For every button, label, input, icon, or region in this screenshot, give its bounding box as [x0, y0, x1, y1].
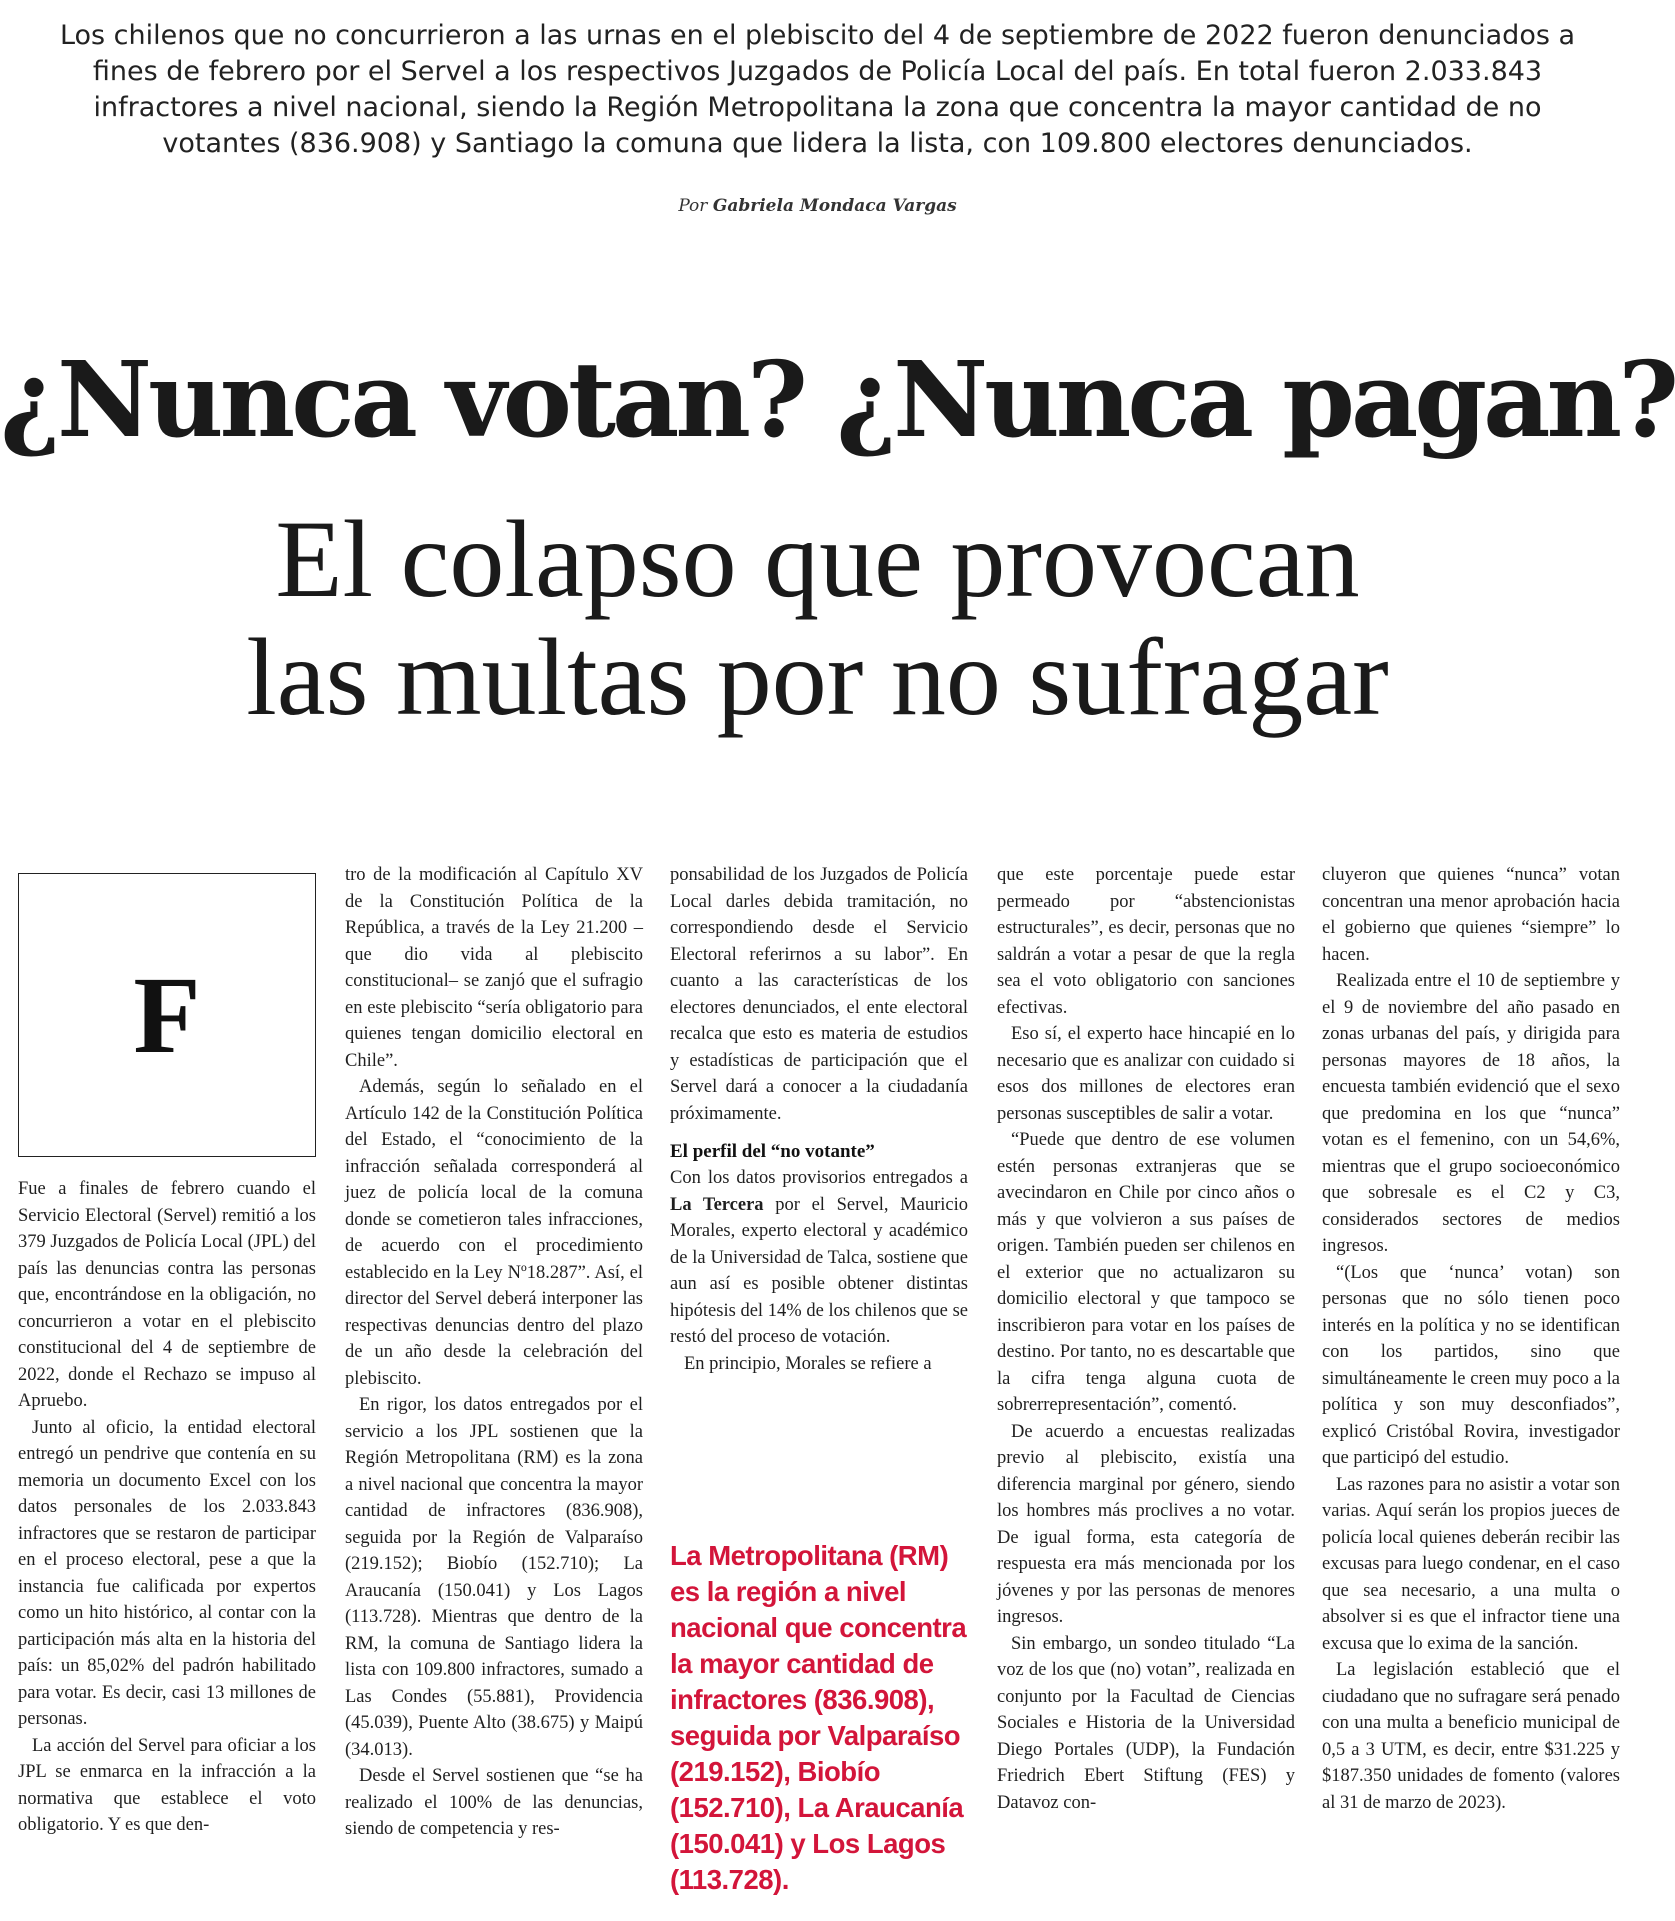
article-column-1 — [18, 1176, 316, 1916]
paragraph: Junto al oficio, la entidad electoral entregó un pendrive que contenía en su memoria un documento Excel con los datos personales de los 2.033.843 infractores que se restaron de participar en el proceso electoral, pese a que la instancia fue calificada por expertos como un hito histórico, al contar con la participación más alta en la historia del país: un 85,02% del padrón habilitado para votar. Es decir, casi 13 millones de personas. — [18, 1417, 316, 1729]
headline: ¿Nunca votan? ¿Nunca pagan? — [0, 338, 1675, 461]
paragraph-text: Con los datos provisorios entregados a — [670, 1168, 968, 1188]
paragraph: Fue a finales de febrero cuando el Servicio Electoral (Servel) remitió a los 379 Juzgados de Policía Local (JPL) del país las denuncias contra las personas que, encontrándose en la obligación, no concurrieron a votar en el plebiscito constitucional del 4 de septiembre de 2022, donde el Rechazo se impuso al Apruebo. — [18, 1179, 316, 1411]
paragraph: La legislación estableció que el ciudadano que no sufragare será penado con una multa a beneficio municipal de 0,5 a 3 UTM, es decir, entre $31.225 y $187.350 unidades de fomento (valores al 31 de marzo de 2023). — [1322, 1660, 1620, 1813]
paragraph: Eso sí, el experto hace hincapié en lo necesario que es analizar con cuidado si esos dos millones de electores eran personas susceptibles de salir a votar. — [997, 1024, 1295, 1124]
paragraph: “Puede que dentro de ese volumen estén personas extranjeras que se avecindaron en Chile por cinco años o más y que volvieron a sus países de origen. También pueden ser chilenos en el exterior que no actualizaron su domicilio electoral y que tampoco se inscribieron para votar en los países de destino. Por tanto, no es descartable que la cifra tenga alguna cuota de sobrerrepresentación”, comentó. — [997, 1130, 1295, 1415]
subheadline — [0, 500, 1635, 736]
section-heading: El perfil del “no votante” — [670, 1141, 875, 1162]
subheadline-line-1: El colapso que provocan — [275, 498, 1360, 620]
article-column-5 — [1322, 862, 1620, 1916]
dropcap-box — [18, 873, 316, 1157]
subheadline-line-2: las multas por no sufragar — [246, 616, 1389, 738]
paragraph: “(Los que ‘nunca’ votan) son personas que no sólo tienen poco interés en la política y no se identifican con los partidos, sino que simultáneamente le creen muy poco a la política y son muy desconfiados”, explicó Cristóbal Rovira, investigador que participó del estudio. — [1322, 1262, 1620, 1468]
byline — [0, 196, 1635, 216]
paragraph: Las razones para no asistir a votar son varias. Aquí serán los propios jueces de policía local quienes deberán recibir las excusas para luego condenar, en el caso que sea necesario, a una multa o absolver si es que el infractor tiene una excusa que lo exima de la sanción. — [1322, 1474, 1620, 1654]
paragraph: que este porcentaje puede estar permeado por “abstencionistas estructurales”, es decir, personas que no saldrán a votar a pesar de que la regla sea el voto obligatorio con sanciones efectivas. — [997, 865, 1295, 1018]
paragraph — [670, 1165, 968, 1351]
paragraph: La acción del Servel para oficiar a los JPL se enmarca en la infracción a la normativa que establece el voto obligatorio. Y es que den- — [18, 1735, 316, 1835]
paragraph: Además, según lo señalado en el Artículo 142 de la Constitución Política del Estado, el “conocimiento de la infracción señalada corresponderá al juez de policía local de la comuna donde se cometieron tales infracciones, de acuerdo con el procedimiento establecido en la Ley Nº18.287”. Así, el director del Servel deberá interponer las respectivas denuncias dentro del plazo de un año desde la celebración del plebiscito. — [345, 1077, 643, 1389]
paragraph: En principio, Morales se refiere a — [684, 1353, 932, 1374]
byline-author: Gabriela Mondaca Vargas — [712, 196, 957, 216]
paragraph: Sin embargo, un sondeo titulado “La voz de los que (no) votan”, realizada en conjunto por la Facultad de Ciencias Sociales e Historia de la Universidad Diego Portales (UDP), la Fundación Friedrich Ebert Stiftung (FES) y Datavoz con- — [997, 1633, 1295, 1813]
paragraph: tro de la modificación al Capítulo XV de la Constitución Política de la República, a través de la Ley 21.200 –que dio vida al plebiscito constitucional– se zanjó que el sufragio en este plebiscito “sería obligatorio para quienes tengan domicilio electoral en Chile”. — [345, 865, 643, 1071]
paragraph: Desde el Servel sostienen que “se ha realizado el 100% de las denuncias, siendo de competencia y res- — [345, 1766, 643, 1839]
article-deck: Los chilenos que no concurrieron a las urnas en el plebiscito del 4 de septiembre de 2022 fueron denunciados a fines de febrero por el Servel a los respectivos Juzgados de Policía Local del país. En total fueron 2.033.843 infractores a nivel nacional, siendo la Región Metropolitana la zona que concentra la mayor cantidad de no votantes (836.908) y Santiago la comuna que lidera la lista, con 109.800 electores denunciados. — [59, 20, 1576, 159]
paragraph: Realizada entre el 10 de septiembre y el 9 de noviembre del año pasado en zonas urbanas del país, y dirigida para personas mayores de 18 años, la encuesta también evidenció que el sexo que predomina en los que “nunca” votan es el femenino, con un 54,6%, mientras que el grupo socioeconómico que sobresale es el C2 y C3, considerados sectores de medios ingresos. — [1322, 971, 1620, 1256]
paragraph: cluyeron que quienes “nunca” votan concentran una menor aprobación hacia el gobierno que quienes “siempre” lo hacen. — [1322, 865, 1620, 965]
dropcap-letter: F — [133, 953, 201, 1076]
newspaper-name: La Tercera — [670, 1194, 764, 1215]
paragraph: ponsabilidad de los Juzgados de Policía Local darles debida tramitación, no correspondiendo desde el Servicio Electoral referirnos a su labor”. En cuanto a las características de los electores denunciados, el ente electoral recalca que esto es materia de estudios y estadísticas de participación que el Servel dará a conocer a la ciudadanía próximamente. — [670, 865, 968, 1124]
pull-quote: La Metropolitana (RM) es la región a nivel nacional que concentra la mayor cantidad de infractores (836.908), seguida por Valparaíso (219.152), Biobío (152.710), La Araucanía (150.041) y Los Lagos (113.728). — [670, 1540, 967, 1895]
paragraph: En rigor, los datos entregados por el servicio a los JPL sostienen que la Región Metropolitana (RM) es la zona a nivel nacional que concentra la mayor cantidad de infractores (836.908), seguida por la Región de Valparaíso (219.152); Biobío (152.710); La Araucanía (150.041) y Los Lagos (113.728). Mientras que dentro de la RM, la comuna de Santiago lidera la lista con 109.800 infractores, sumado a Las Condes (55.881), Providencia (45.039), Puente Alto (38.675) y Maipú (34.013). — [345, 1395, 643, 1760]
article-column-2 — [345, 862, 643, 1916]
byline-prefix: Por — [678, 196, 708, 216]
paragraph-text: por el Servel, Mauricio Morales, experto electoral y académico de la Universidad de Talca, sostiene que aun así es posible obtener distintas hipótesis del 14% de los chilenos que se restó del proceso de votación. — [670, 1194, 968, 1347]
paragraph: De acuerdo a encuestas realizadas previo al plebiscito, existía una diferencia marginal por género, siendo los hombres más proclives a no votar. De igual forma, esta categoría de respuesta era más mencionada por los jóvenes y por las personas de menores ingresos. — [997, 1421, 1295, 1627]
article-column-3 — [670, 862, 968, 1374]
article-column-4 — [997, 862, 1295, 1916]
